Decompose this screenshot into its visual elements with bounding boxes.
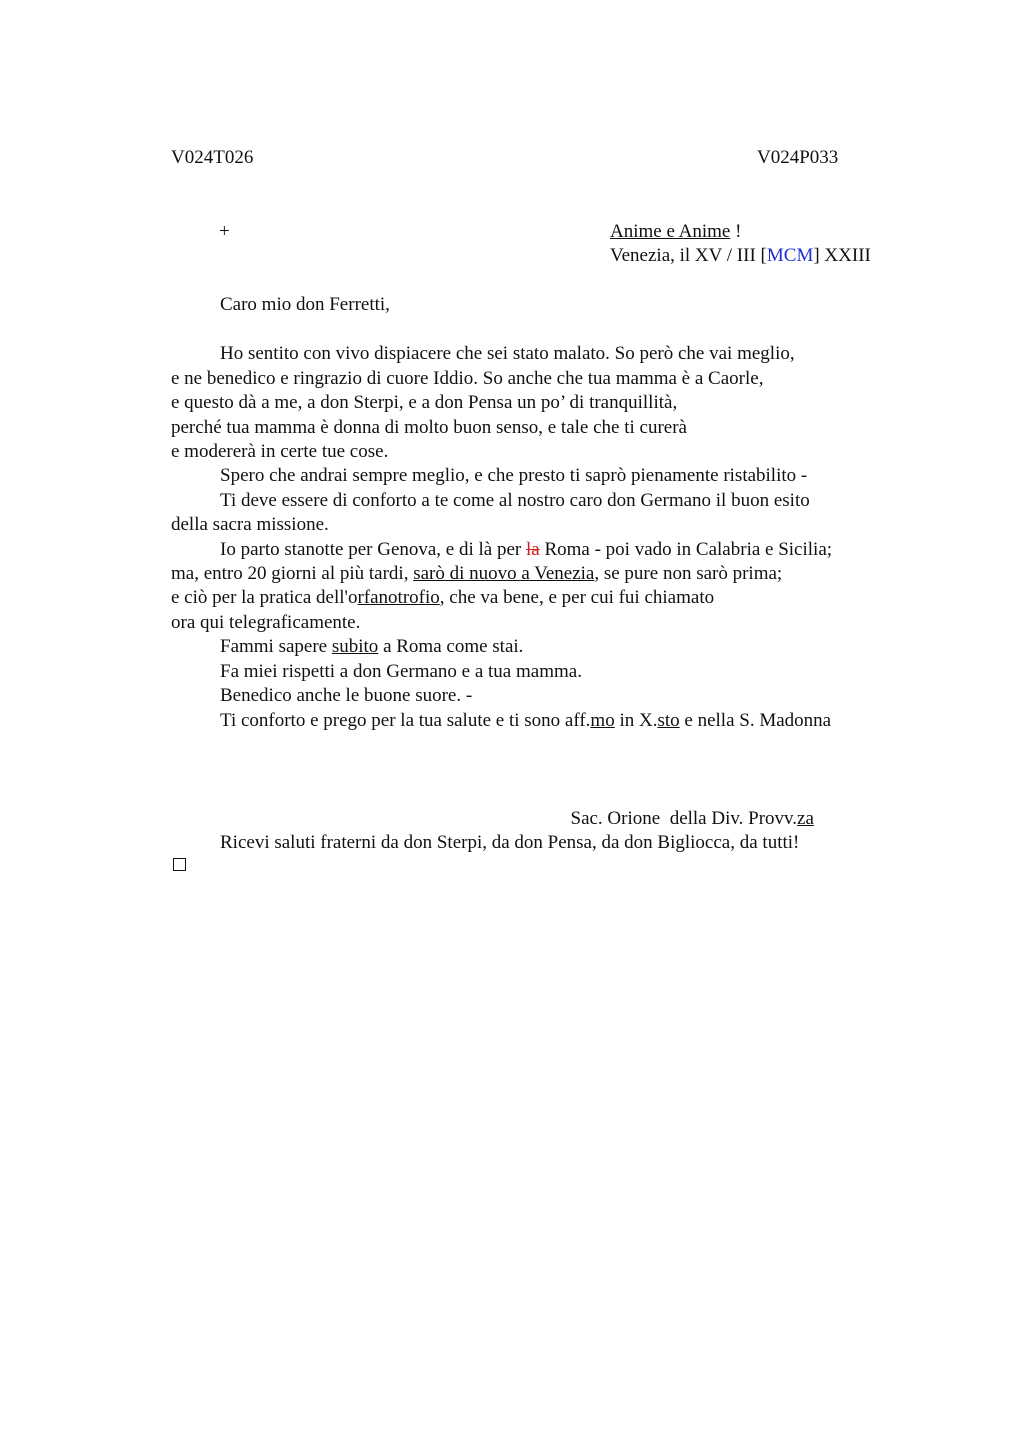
body-line [220,635,523,659]
body-line [171,586,714,610]
motto-tail: ! [730,221,742,242]
date-suffix: ] XXIII [813,245,871,266]
body-line: Spero che andrai sempre meglio, e che presto ti saprò pienamente ristabilito - [220,465,808,486]
cross-mark: + [219,221,230,242]
text-run: e nella S. Madonna [679,710,832,731]
body-line: e ne benedico e ringrazio di cuore Iddio. So anche che tua mamma è a Caorle, [171,368,764,389]
document-code-right: V024P033 [757,147,839,168]
salutation: Caro mio don Ferretti, [220,294,390,315]
text-run: e ciò per la pratica dell'o [171,587,358,608]
body-line [220,538,832,562]
date-prefix: Venezia, il XV / III [ [610,245,767,266]
underlined-abbrev: mo [590,710,615,731]
underlined-word: subito [331,636,379,657]
text-run: Roma - poi vado in Calabria e Sicilia; [539,539,833,560]
text-run: ma, entro 20 giorni al più tardi, [171,563,414,584]
text-run: , che va bene, e per cui fui chiamato [439,587,715,608]
body-line: e questo dà a me, a don Sterpi, e a don Pensa un po’ di tranquillità, [171,392,678,413]
box-mark-icon [173,858,186,871]
body-line [171,562,782,586]
underlined-phrase: sarò di nuovo a Venezia [413,563,595,584]
motto [610,220,741,244]
body-line: Benedico anche le buone suore. - [220,685,473,706]
underlined-abbrev: sto [657,710,680,731]
text-run: , se pure non sarò prima; [594,563,783,584]
text-run: Ti conforto e prego per la tua salute e ti sono aff. [220,710,591,731]
deleted-word: la [526,539,540,560]
postscript: Ricevi saluti fraterni da don Sterpi, da don Pensa, da don Bigliocca, da tutti! [220,832,800,853]
underlined-phrase: rfanotrofio [357,587,440,608]
text-run: Io parto stanotte per Genova, e di là per [220,539,526,560]
signature [561,783,814,831]
body-line [220,709,831,733]
text-run: a Roma come stai. [378,636,524,657]
signature-text: Sac. Orione della Div. Provv. [570,808,798,829]
body-line: Ho sentito con vivo dispiacere che sei stato malato. So però che vai meglio, [220,343,795,364]
motto-underlined: Anime e Anime [610,221,731,242]
text-run: in X. [614,710,658,731]
body-line: e modererà in certe tue cose. [171,441,389,462]
body-line: Ti deve essere di conforto a te come al nostro caro don Germano il buon esito [220,490,810,511]
date-line [610,244,871,268]
body-line: della sacra missione. [171,514,329,535]
body-line: ora qui telegraficamente. [171,612,361,633]
body-line: Fa miei rispetti a don Germano e a tua mamma. [220,661,582,682]
underlined-abbrev: za [797,808,814,829]
date-editorial-insertion: MCM [766,245,814,266]
document-code-left: V024T026 [171,147,254,168]
body-line: perché tua mamma è donna di molto buon senso, e tale che ti curerà [171,417,687,438]
text-run: Fammi sapere [220,636,332,657]
